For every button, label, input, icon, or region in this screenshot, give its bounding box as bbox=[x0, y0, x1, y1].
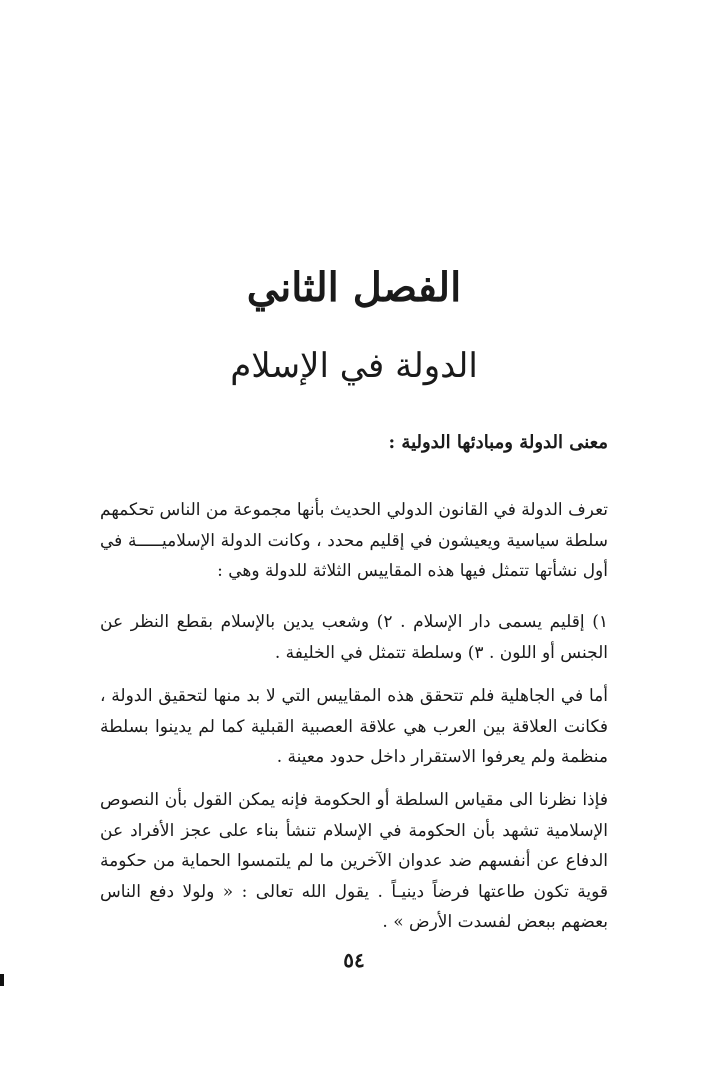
chapter-subtitle: الدولة في الإسلام bbox=[230, 346, 478, 386]
section-heading: معنى الدولة ومبادئها الدولية : bbox=[388, 432, 608, 453]
paragraph-4: فإذا نظرنا الى مقياس السلطة أو الحكومة فإنه يمكن القول بأن النصوص الإسلامية تشهد بأن الحكومة في الإسلام تنشأ بناء على عجز الأفراد عن الدفاع عن أنفسهم ضد عدوان الآخرين ما لم يلتمسوا الحماية من حكومة قوية تكون طاعتها فرضاً دينيـاً . يقول الله تعالى : « ولولا دفع الناس بعضهم ببعض لفسدت الأرض » . bbox=[100, 790, 608, 932]
paragraph-2: ١) إقليم يسمى دار الإسلام . ٢) وشعب يدين بالإسلام بقطع النظر عن الجنس أو اللون . ٣) وسلطة تتمثل في الخليفة . bbox=[100, 612, 608, 663]
scan-edge-mark bbox=[0, 974, 4, 986]
page-number: ٥٤ bbox=[343, 948, 365, 972]
paragraph-1: تعرف الدولة في القانون الدولي الحديث بأنها مجموعة من الناس تحكمهم سلطة سياسية ويعيشون في إقليم محدد ، وكانت الدولة الإسلاميـــــة في أول نشأتها تتمثل فيها هذه المقاييس الثلاثة للدولة وهي : bbox=[100, 500, 608, 581]
chapter-title: الفصل الثاني bbox=[246, 264, 462, 311]
paragraph-3: أما في الجاهلية فلم تتحقق هذه المقاييس التي لا بد منها لتحقيق الدولة ، فكانت العلاقة بين العرب هي علاقة العصبية القبلية كما لم يدينوا بسلطة منظمة ولم يعرفوا الاستقرار داخل حدود معينة . bbox=[100, 686, 608, 767]
